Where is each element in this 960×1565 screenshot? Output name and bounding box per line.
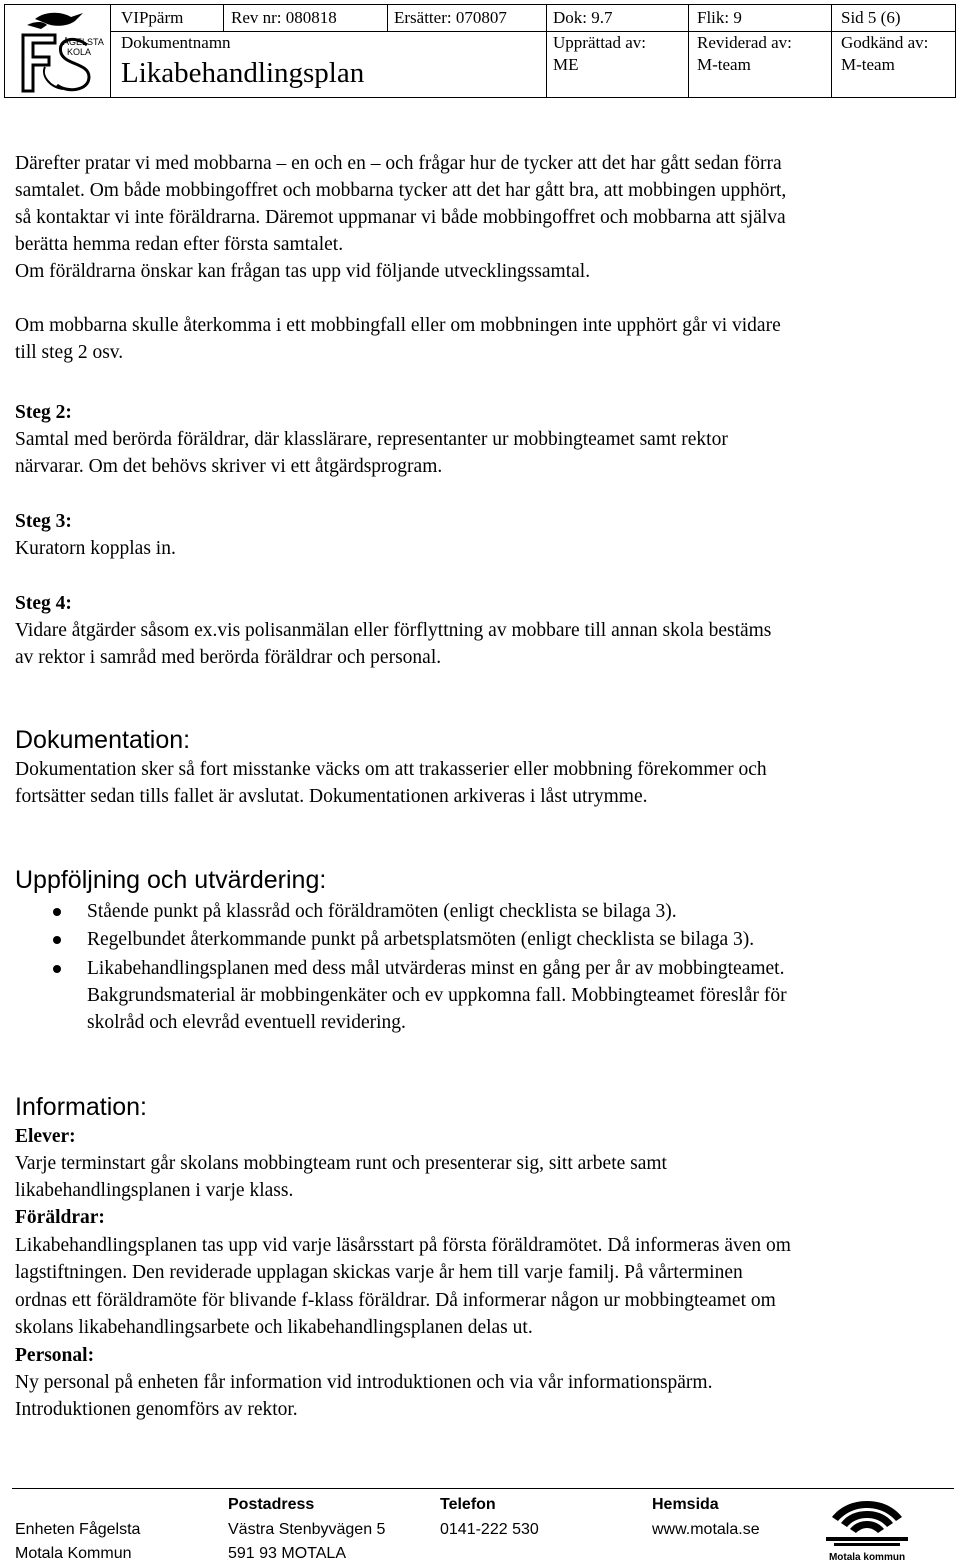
parents-heading: Föräldrar: <box>15 1207 105 1228</box>
bullet-icon <box>53 908 61 916</box>
document-name-label: Dokumentnamn <box>121 33 231 52</box>
paragraph-line: Kuratorn kopplas in. <box>15 538 176 559</box>
documentation-heading: Dokumentation: <box>15 726 191 754</box>
website-link[interactable]: www.motala.se <box>652 1521 760 1538</box>
follow-up-heading: Uppföljning och utvärdering: <box>15 866 327 894</box>
paragraph-line: Om mobbarna skulle återkomma i ett mobbingfall eller om mobbningen inte upphört går vi vidare <box>15 315 781 336</box>
header-divider <box>831 5 832 97</box>
staff-heading: Personal: <box>15 1345 95 1366</box>
document-header <box>4 4 956 98</box>
postal-address-line: 591 93 MOTALA <box>228 1545 346 1562</box>
paragraph-line: så kontaktar vi inte föräldrarna. Däremot uppmanar vi både mobbingoffret och mobbarna att själva <box>15 207 786 228</box>
phone-label: Telefon <box>440 1496 496 1513</box>
list-item: Stående punkt på klassråd och föräldramöten (enligt checklista se bilaga 3). <box>15 898 955 925</box>
page-number: Sid 5 (6) <box>841 8 901 27</box>
revision-number: Rev nr: 080818 <box>231 8 337 27</box>
paragraph-line: till steg 2 osv. <box>15 342 124 363</box>
paragraph-line: Vidare åtgärder såsom ex.vis polisanmälan eller förflyttning av mobbare till annan skola bestäms <box>15 620 772 641</box>
postal-address-line: Västra Stenbyvägen 5 <box>228 1521 386 1538</box>
header-divider <box>546 5 547 97</box>
svg-text:Motala kommun: Motala kommun <box>828 1552 906 1563</box>
paragraph-line: av rektor i samråd med berörda föräldrar och personal. <box>15 647 442 668</box>
postal-address-label: Postadress <box>228 1496 315 1513</box>
created-by-value: ME <box>553 55 579 74</box>
paragraph-line: närvarar. Om det behövs skriver vi ett åtgärdsprogram. <box>15 456 443 477</box>
school-logo <box>5 5 111 97</box>
paragraph-line: Om föräldrarna önskar kan frågan tas upp vid följande utvecklingssamtal. <box>15 261 591 282</box>
document-number: Dok: 9.7 <box>553 8 613 27</box>
svg-text:ÅGELSTA: ÅGELSTA <box>63 37 104 47</box>
information-heading: Information: <box>15 1093 148 1121</box>
created-by-label: Upprättad av: <box>553 33 646 52</box>
header-row-divider <box>111 31 955 32</box>
svg-text:KOLA: KOLA <box>67 47 92 57</box>
paragraph-line: likabehandlingsplanen i varje klass. <box>15 1180 294 1201</box>
paragraph-line: Samtal med berörda föräldrar, där klasslärare, representanter ur mobbingteamet samt rektor <box>15 429 728 450</box>
approved-by-label: Godkänd av: <box>841 33 929 52</box>
paragraph-line: skolans likabehandlingsarbete och likabehandlingsplanen delas ut. <box>15 1317 533 1338</box>
list-item: Regelbundet återkommande punkt på arbetsplatsmöten (enligt checklista se bilaga 3). <box>15 926 955 953</box>
bullet-icon <box>53 965 61 973</box>
paragraph-line: lagstiftningen. Den reviderade upplagan skickas varje år hem till varje familj. På vårterminen <box>15 1262 743 1283</box>
paragraph-line: Varje terminstart går skolans mobbingteam runt och presenterar sig, sitt arbete samt <box>15 1153 667 1174</box>
phone-number: 0141-222 530 <box>440 1521 539 1538</box>
replaces-version: Ersätter: 070807 <box>394 8 507 27</box>
students-heading: Elever: <box>15 1126 76 1147</box>
step-2-heading: Steg 2: <box>15 402 72 423</box>
approved-by-value: M-team <box>841 55 895 74</box>
municipality-name: Motala Kommun <box>15 1545 132 1562</box>
paragraph-line: berätta hemma redan efter första samtalet. <box>15 234 344 255</box>
tab-number: Flik: 9 <box>697 8 742 27</box>
header-divider <box>223 5 224 31</box>
website-label: Hemsida <box>652 1496 719 1513</box>
revised-by-value: M-team <box>697 55 751 74</box>
vip-label: VIPpärm <box>121 8 184 27</box>
unit-name: Enheten Fågelsta <box>15 1521 141 1538</box>
footer-divider <box>12 1488 954 1489</box>
paragraph-line: Ny personal på enheten får information vid introduktionen och via vår informationspärm. <box>15 1372 713 1393</box>
paragraph-line: Likabehandlingsplanen tas upp vid varje läsårsstart på första föräldramötet. Då informeras även om <box>15 1235 791 1256</box>
paragraph-line: fortsätter sedan tills fallet är avslutat. Dokumentationen arkiveras i låst utrymme. <box>15 786 648 807</box>
fagelsta-logo-icon <box>5 5 109 97</box>
header-divider <box>387 5 388 31</box>
step-4-heading: Steg 4: <box>15 593 72 614</box>
step-3-heading: Steg 3: <box>15 511 72 532</box>
motala-kommun-logo-icon <box>812 1497 922 1563</box>
document-title: Likabehandlingsplan <box>121 57 365 89</box>
list-item: Likabehandlingsplanen med dess mål utvärderas minst en gång per år av mobbingteamet. Bakgrundsmaterial är mobbingenkäter och ev uppkomna fall. Mobbingteamet föreslår för skolråd och elevråd eventuell revidering. <box>15 955 955 1036</box>
revised-by-label: Reviderad av: <box>697 33 792 52</box>
paragraph-line: Dokumentation sker så fort misstanke väcks om att trakasserier eller mobbning förekommer och <box>15 759 767 780</box>
paragraph-line: ordnas ett föräldramöte för blivande f-klass föräldrar. Då informerar någon ur mobbingteamet om <box>15 1290 776 1311</box>
paragraph-line: Därefter pratar vi med mobbarna – en och en – och frågar hur de tycker att det har gått sedan förra <box>15 153 782 174</box>
bullet-icon <box>53 936 61 944</box>
paragraph-line: Introduktionen genomförs av rektor. <box>15 1399 298 1420</box>
paragraph-line: samtalet. Om både mobbingoffret och mobbarna tycker att det har gått bra, att mobbingen upphört, <box>15 180 787 201</box>
header-divider <box>688 5 689 97</box>
